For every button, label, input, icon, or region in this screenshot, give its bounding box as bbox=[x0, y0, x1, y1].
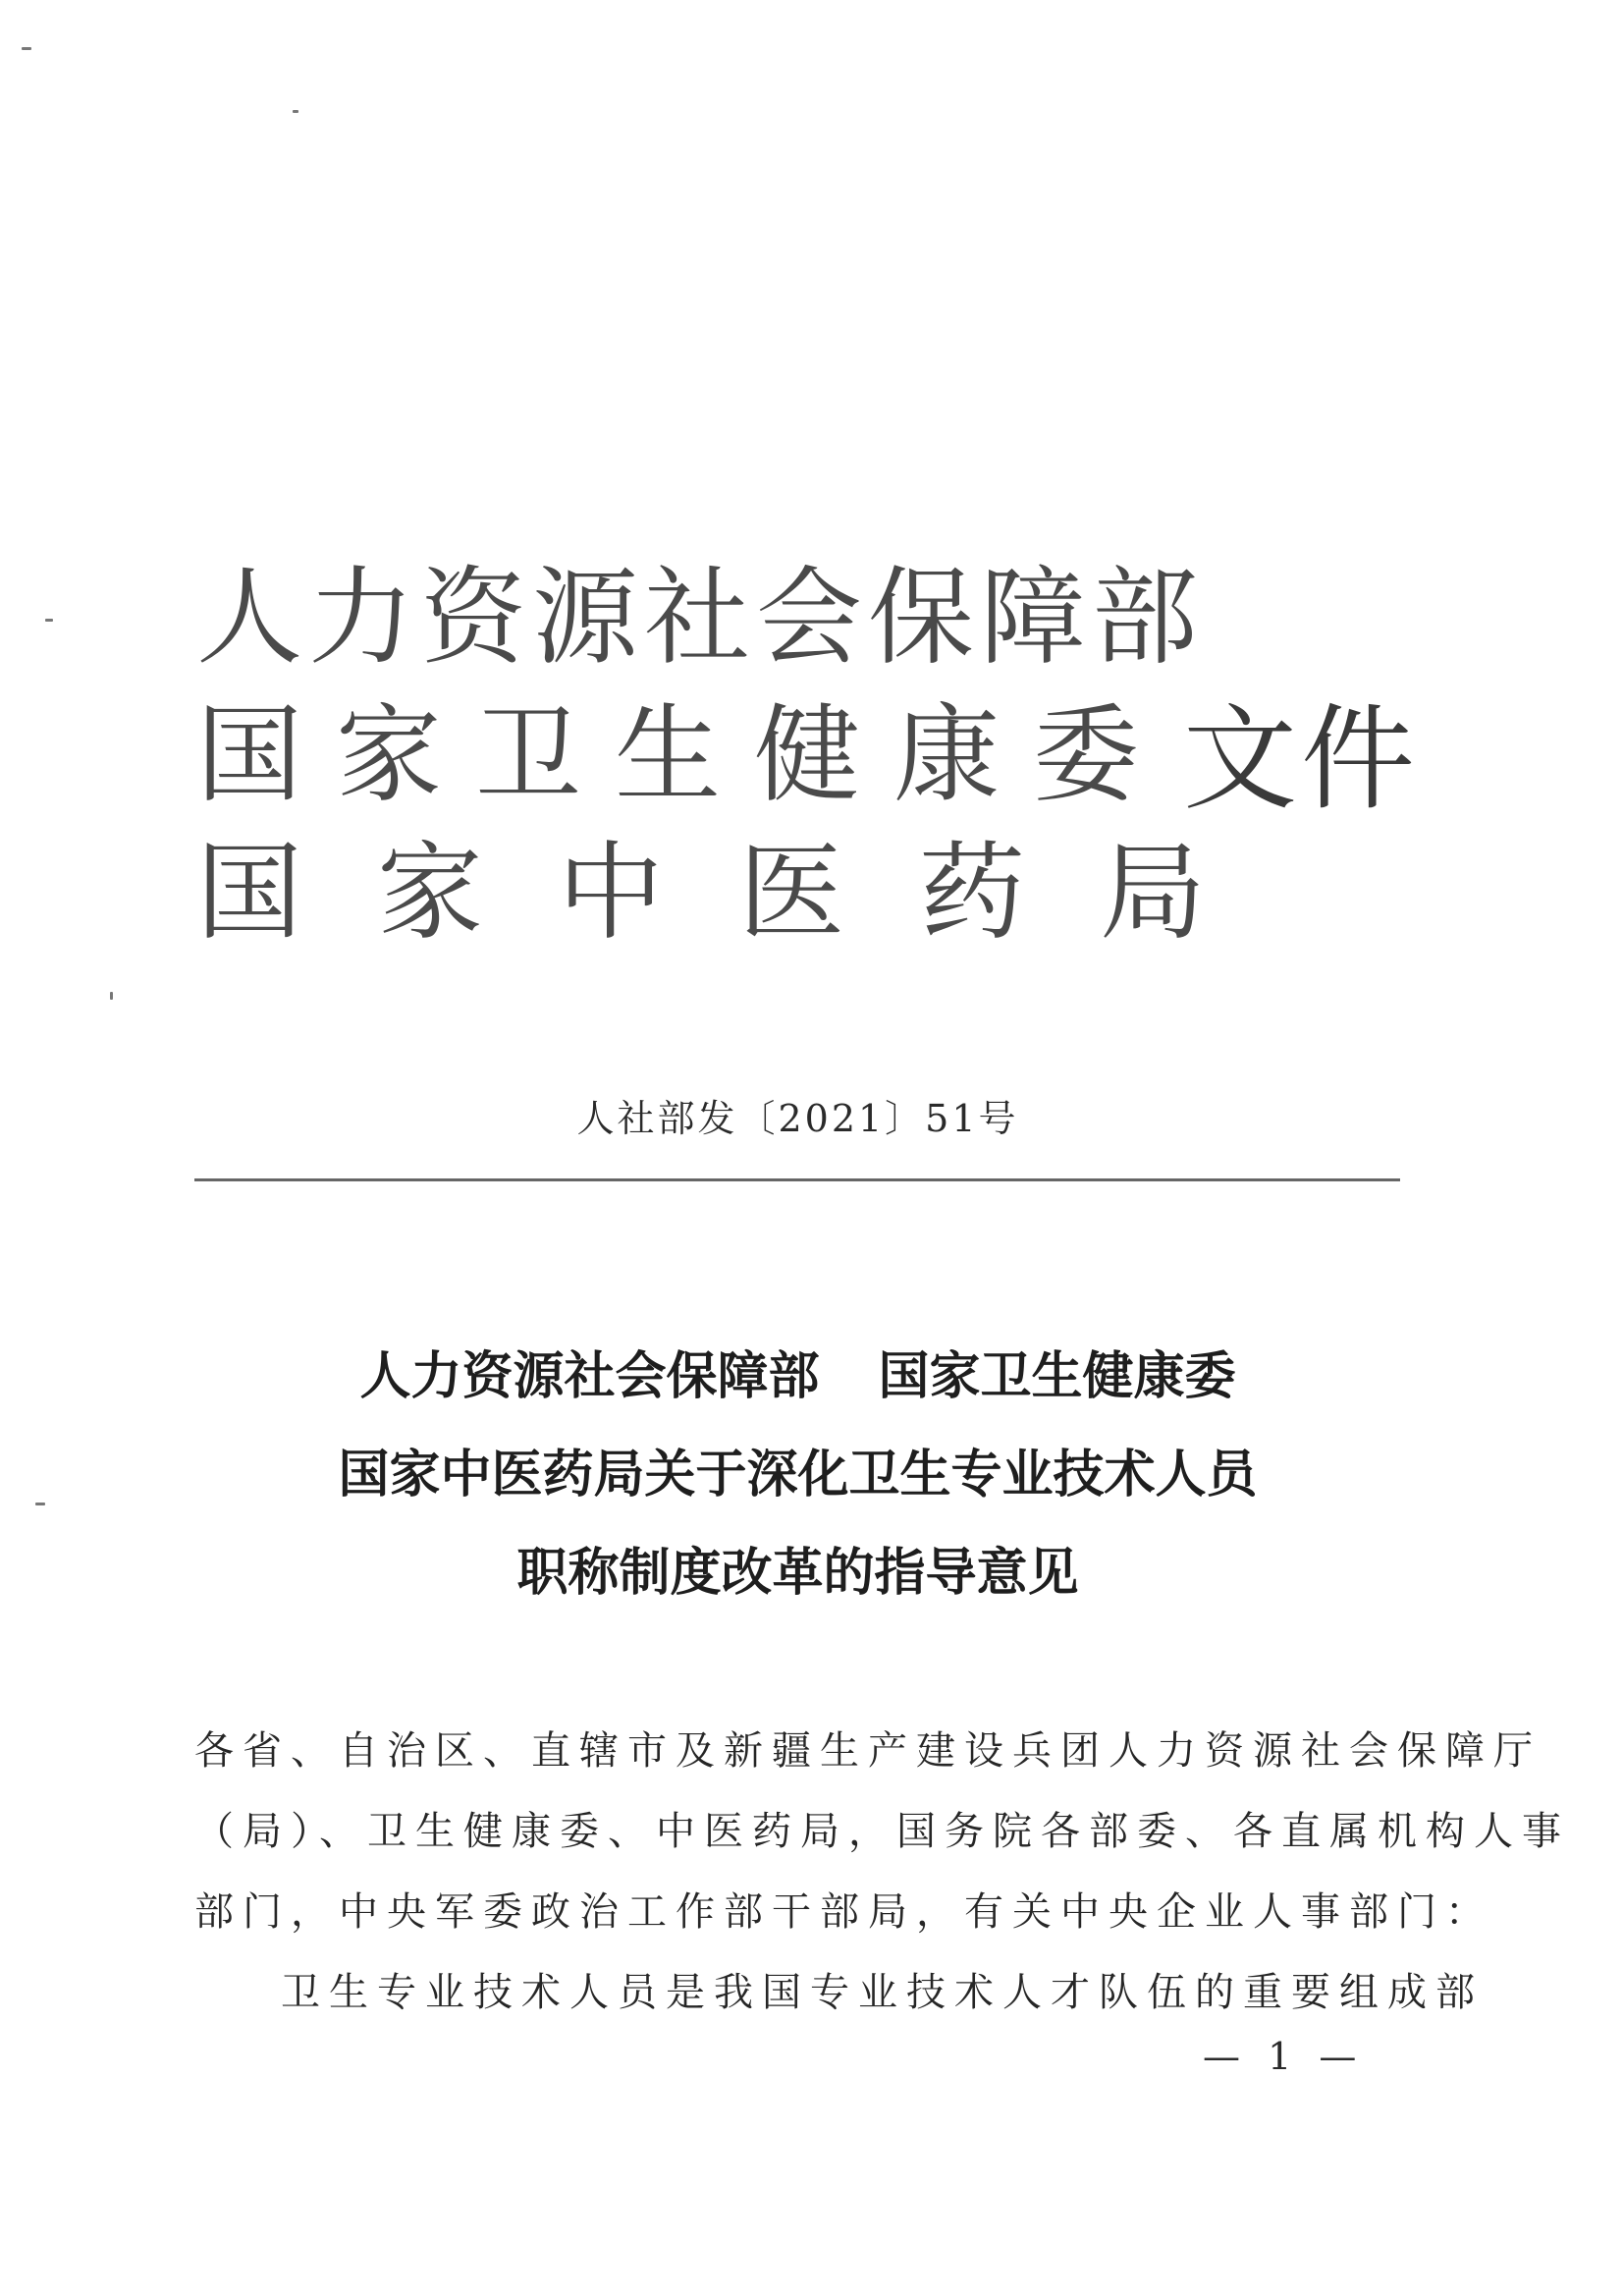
title-line-2: 国家中医药局关于深化卫生专业技术人员 bbox=[338, 1446, 1258, 1504]
header-divider bbox=[194, 1178, 1400, 1181]
title-line-1 bbox=[196, 1328, 1399, 1426]
document-body bbox=[194, 1711, 1570, 2033]
scan-speck bbox=[293, 110, 298, 113]
scan-speck bbox=[45, 619, 53, 622]
scan-speck bbox=[35, 1503, 45, 1505]
document-label: 文件 bbox=[1183, 693, 1419, 826]
scan-speck bbox=[110, 992, 113, 1000]
title-line-1-part-a: 人力资源社会保障部 bbox=[359, 1347, 820, 1406]
addressee-line-2: （局）、卫生健康委、中医药局，国务院各部委、各直属机构人事 bbox=[194, 1809, 1570, 1854]
scan-speck bbox=[22, 47, 31, 50]
addressee-line-1: 各省、自治区、直辖市及新疆生产建设兵团人力资源社会保障厅 bbox=[194, 1728, 1542, 1774]
document-number: 人社部发〔2021〕51号 bbox=[576, 1097, 1019, 1140]
issuing-agencies bbox=[196, 550, 1281, 962]
title-line-3: 职称制度改革的指导意见 bbox=[516, 1544, 1079, 1603]
page-number: — 1 — bbox=[1203, 2035, 1365, 2078]
title-line-1-part-b: 国家卫生健康委 bbox=[878, 1347, 1236, 1406]
issuer-natcm: 国家中医药局 bbox=[196, 832, 1281, 955]
issuer-mohrss: 人力资源社会保障部 bbox=[196, 557, 1205, 680]
document-title bbox=[196, 1328, 1399, 1622]
paragraph-start: 卫生专业技术人员是我国专业技术人才队伍的重要组成部 bbox=[281, 1970, 1484, 2015]
addressee-line-3: 部门，中央军委政治工作部干部局，有关中央企业人事部门： bbox=[194, 1889, 1493, 1935]
issuer-nhc: 国家卫生健康委 bbox=[196, 694, 1173, 817]
